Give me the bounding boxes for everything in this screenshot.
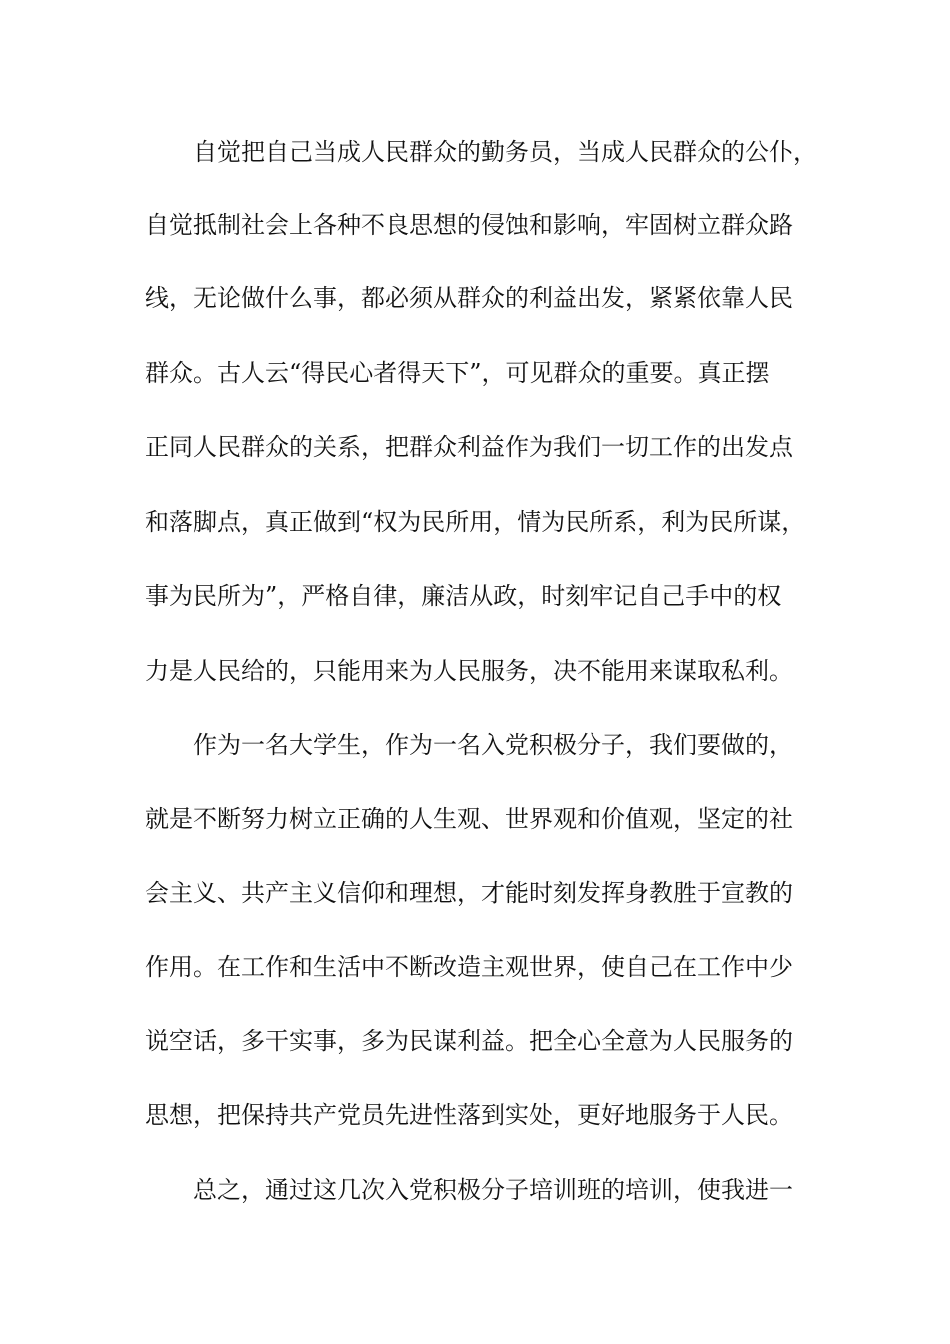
text-line: 事为民所为”，严格自律，廉洁从政，时刻牢记自己手中的权 bbox=[145, 582, 782, 610]
text-line: 自觉把自己当成人民群众的勤务员，当成人民群众的公仆， bbox=[193, 138, 817, 166]
text-line: 思想，把保持共产党员先进性落到实处，更好地服务于人民。 bbox=[145, 1101, 793, 1129]
text-line: 正同人民群众的关系，把群众利益作为我们一切工作的出发点 bbox=[145, 433, 793, 461]
text-line: 自觉抵制社会上各种不良思想的侵蚀和影响，牢固树立群众路 bbox=[145, 211, 793, 239]
text-line: 就是不断努力树立正确的人生观、世界观和价值观，坚定的社 bbox=[145, 805, 793, 833]
text-line: 作用。在工作和生活中不断改造主观世界，使自己在工作中少 bbox=[145, 953, 793, 981]
text-line: 和落脚点，真正做到“权为民所用，情为民所系，利为民所谋， bbox=[145, 508, 806, 536]
text-line: 说空话，多干实事，多为民谋利益。把全心全意为人民服务的 bbox=[145, 1027, 793, 1055]
text-line: 力是人民给的，只能用来为人民服务，决不能用来谋取私利。 bbox=[145, 657, 793, 685]
text-line: 群众。古人云“得民心者得天下”，可见群众的重要。真正摆 bbox=[145, 359, 770, 387]
text-line: 线，无论做什么事，都必须从群众的利益出发，紧紧依靠人民 bbox=[145, 284, 793, 312]
text-line: 作为一名大学生，作为一名入党积极分子，我们要做的， bbox=[193, 731, 793, 759]
text-line: 总之，通过这几次入党积极分子培训班的培训，使我进一 bbox=[193, 1176, 793, 1204]
text-line: 会主义、共产主义信仰和理想，才能时刻发挥身教胜于宣教的 bbox=[145, 879, 793, 907]
